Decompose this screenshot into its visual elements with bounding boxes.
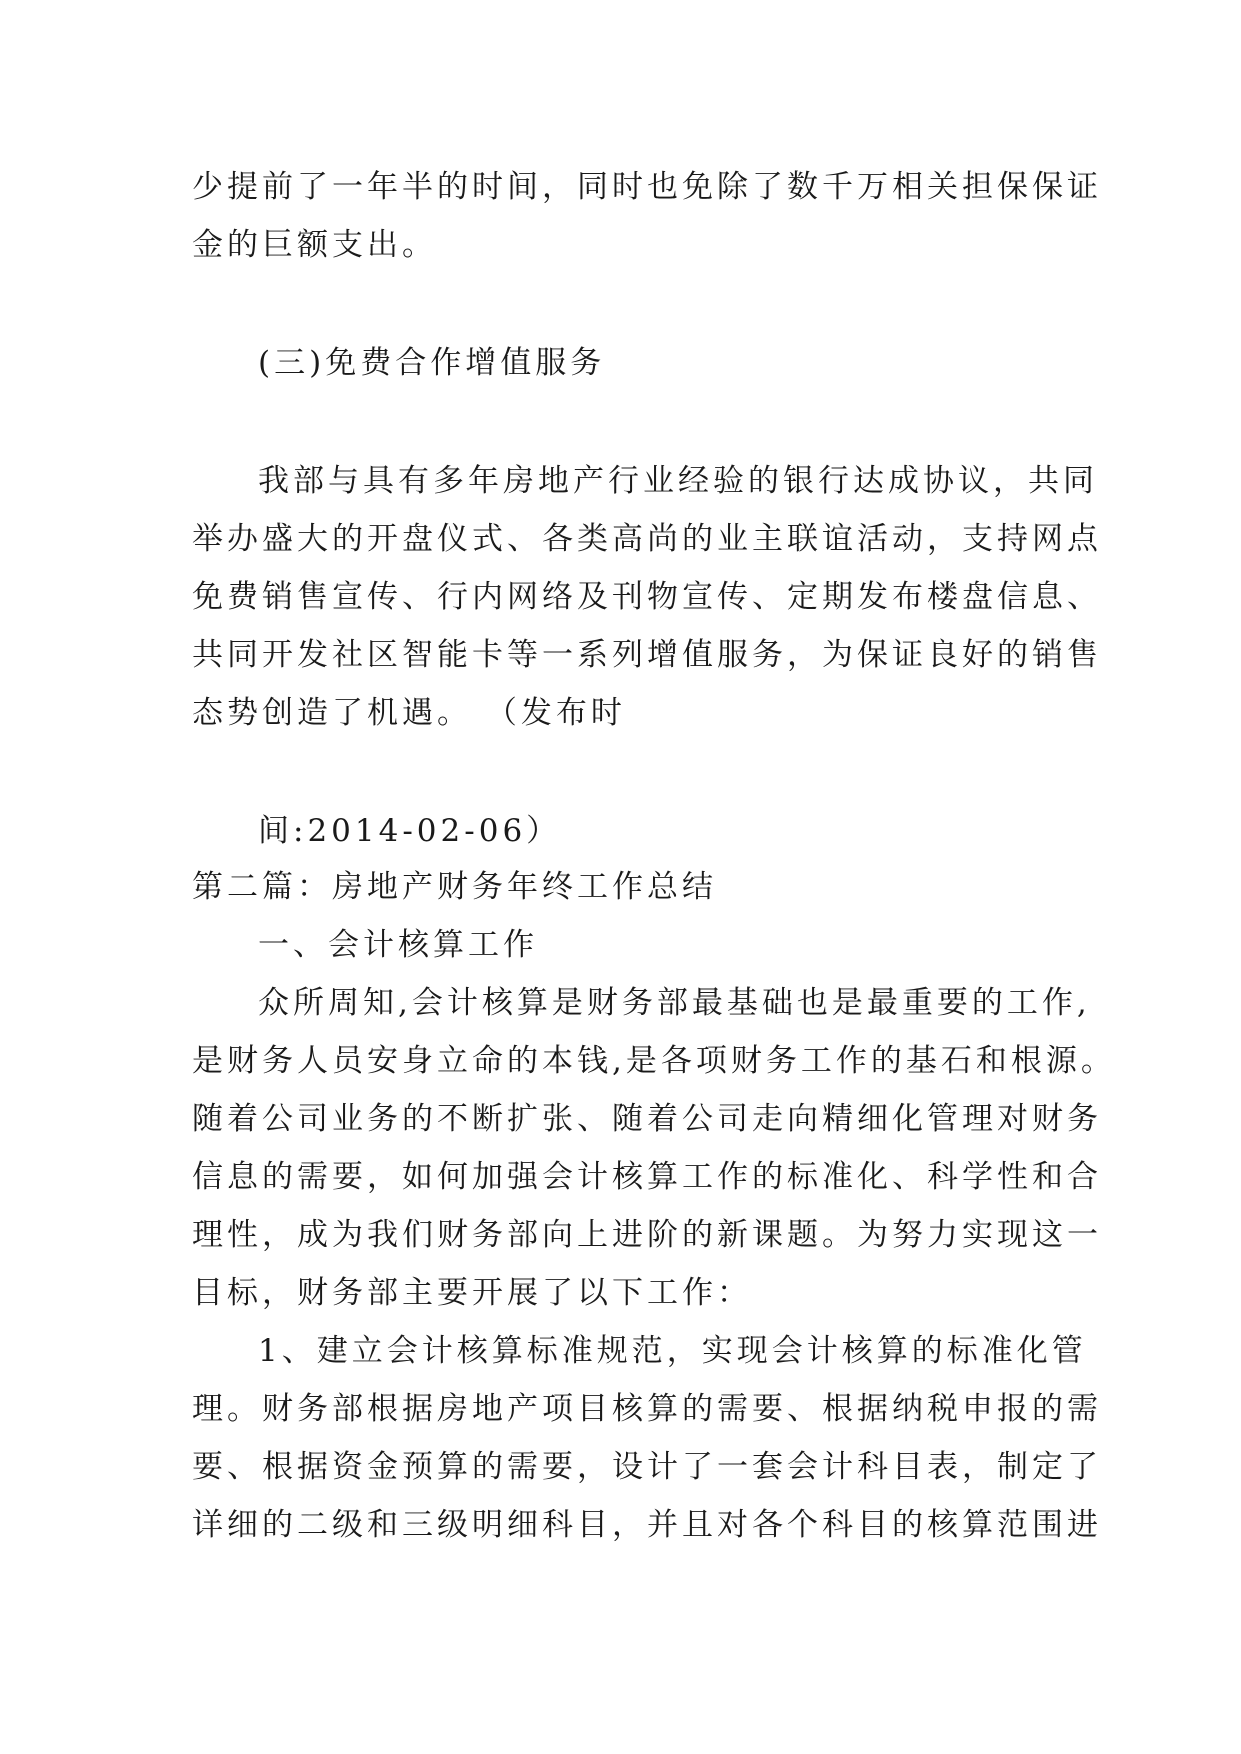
- text-line: 1、建立会计核算标准规范，实现会计核算的标准化管: [258, 1333, 1087, 1369]
- text-line: 金的巨额支出。: [192, 227, 437, 263]
- text-line: 我部与具有多年房地产行业经验的银行达成协议，共同: [258, 463, 1098, 499]
- text-line: 随着公司业务的不断扩张、随着公司走向精细化管理对财务: [192, 1101, 1102, 1137]
- text-line: 少提前了一年半的时间，同时也免除了数千万相关担保保证: [192, 169, 1102, 205]
- text-line: 详细的二级和三级明细科目，并且对各个科目的核算范围进: [192, 1507, 1102, 1543]
- text-line: 理。财务部根据房地产项目核算的需要、根据纳税申报的需: [192, 1391, 1102, 1427]
- text-line: 目标，财务部主要开展了以下工作：: [192, 1275, 752, 1311]
- chapter-title: 第二篇：房地产财务年终工作总结: [192, 869, 717, 905]
- text-line: 理性，成为我们财务部向上进阶的新课题。为努力实现这一: [192, 1217, 1102, 1253]
- text-line: 要、根据资金预算的需要，设计了一套会计科目表，制定了: [192, 1449, 1102, 1485]
- text-line: 众所周知,会计核算是财务部最基础也是最重要的工作,: [258, 985, 1091, 1021]
- section-heading: (三)免费合作增值服务: [258, 345, 606, 381]
- text-line: 免费销售宣传、行内网络及刊物宣传、定期发布楼盘信息、: [192, 579, 1102, 615]
- text-line: 是财务人员安身立命的本钱,是各项财务工作的基石和根源。: [192, 1043, 1116, 1079]
- publish-date: 间:2014-02-06）: [258, 813, 562, 849]
- section-heading: 一、会计核算工作: [258, 927, 538, 963]
- text-line: 信息的需要，如何加强会计核算工作的标准化、科学性和合: [192, 1159, 1102, 1195]
- text-line: 共同开发社区智能卡等一系列增值服务，为保证良好的销售: [192, 637, 1102, 673]
- text-line: 态势创造了机遇。 （发布时: [192, 695, 626, 731]
- text-line: 举办盛大的开盘仪式、各类高尚的业主联谊活动，支持网点: [192, 521, 1102, 557]
